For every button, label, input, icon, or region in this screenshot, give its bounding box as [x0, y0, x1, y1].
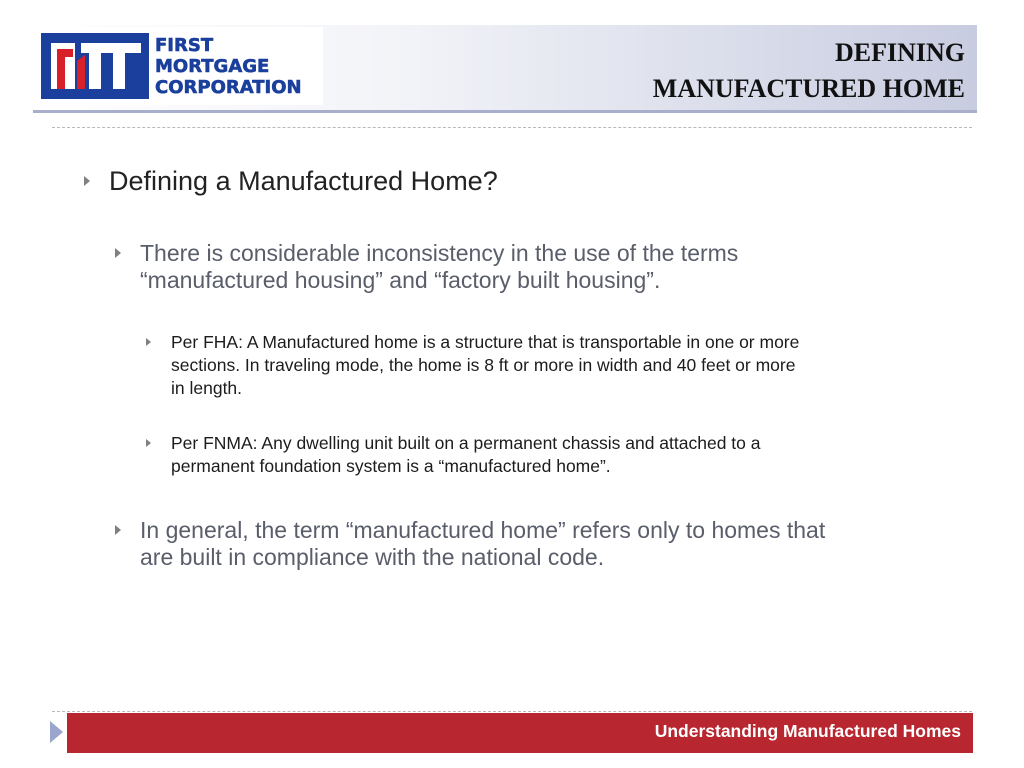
bullet-line: In general, the term “manufactured home” refers only to homes that: [140, 517, 826, 543]
bullet-fnma: [171, 432, 951, 478]
bullet-line: permanent foundation system is a “manufactured home”.: [171, 456, 611, 476]
bullet-line: Per FNMA: Any dwelling unit built on a permanent chassis and attached to a: [171, 433, 761, 453]
bullet-arrow-icon: [146, 338, 151, 346]
logo-line-3: CORPORATION: [155, 77, 302, 98]
bullet-arrow-icon: [115, 525, 121, 535]
bullet-arrow-icon: [146, 439, 151, 447]
bullet-line: in length.: [171, 378, 243, 398]
bullet-line: “manufactured housing” and “factory built housing”.: [140, 267, 661, 293]
heading-bullet: Defining a Manufactured Home?: [109, 166, 498, 196]
bullet-arrow-icon: [84, 176, 90, 186]
bullet-fha: [171, 331, 951, 400]
bullet-arrow-icon: [115, 248, 121, 258]
slide-title-line-2: MANUFACTURED HOME: [652, 74, 965, 103]
footer-divider: [52, 711, 972, 712]
bullet-line: sections. In traveling mode, the home is 8 ft or more in width and 40 feet or more: [171, 355, 796, 375]
bullet-general: [140, 517, 940, 571]
logo-line-2: MORTGAGE: [155, 56, 270, 77]
footer-triangle-icon: [50, 721, 63, 743]
slide-title-line-1: DEFINING: [834, 38, 965, 67]
bullet-line: There is considerable inconsistency in the use of the terms: [140, 240, 739, 266]
bullet-line: are built in compliance with the national code.: [140, 544, 605, 570]
bullet-inconsistency: [140, 240, 940, 294]
footer-bar: [67, 713, 973, 753]
logo-line-1: FIRST: [155, 35, 214, 56]
bullet-line: Per FHA: A Manufactured home is a structure that is transportable in one or more: [171, 332, 800, 352]
footer-text: Understanding Manufactured Homes: [654, 721, 961, 741]
